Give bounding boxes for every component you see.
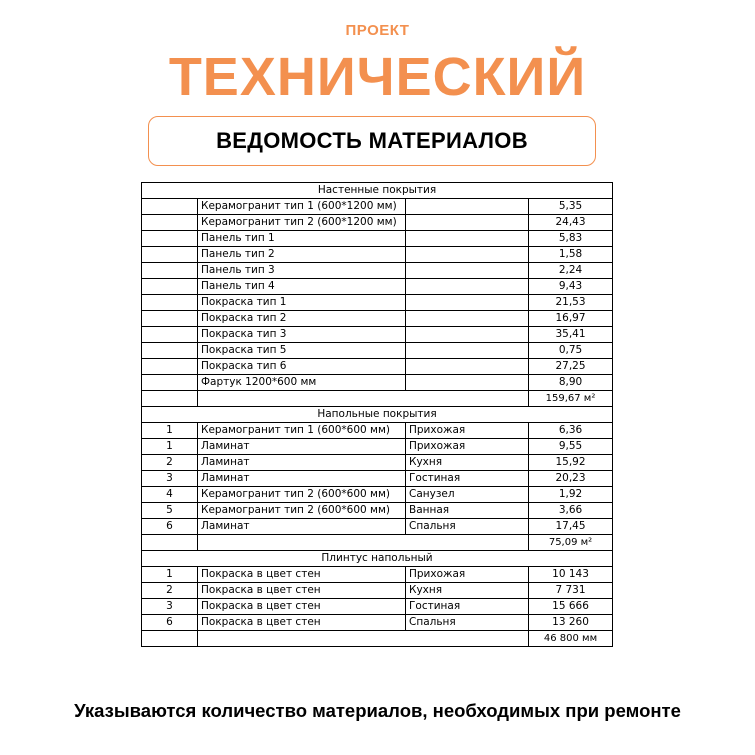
section-total-row xyxy=(142,535,613,551)
row-number: 3 xyxy=(142,471,198,487)
quantity-value: 3,66 xyxy=(529,503,613,519)
material-name: Покраска тип 1 xyxy=(198,295,406,311)
room-name xyxy=(406,327,529,343)
table-row xyxy=(142,503,613,519)
table-row xyxy=(142,583,613,599)
table-row xyxy=(142,295,613,311)
room-name: Спальня xyxy=(406,519,529,535)
room-name xyxy=(406,279,529,295)
section-title: Настенные покрытия xyxy=(142,183,613,199)
room-name: Кухня xyxy=(406,455,529,471)
section-title: Напольные покрытия xyxy=(142,407,613,423)
row-number: 2 xyxy=(142,455,198,471)
row-number xyxy=(142,311,198,327)
project-eyebrow: ПРОЕКТ xyxy=(345,22,410,39)
material-name: Покраска тип 2 xyxy=(198,311,406,327)
table-row xyxy=(142,471,613,487)
table-row xyxy=(142,279,613,295)
total-empty-room xyxy=(406,391,529,407)
table-row xyxy=(142,263,613,279)
row-number xyxy=(142,247,198,263)
subtitle-box xyxy=(148,116,596,166)
total-empty-num xyxy=(142,391,198,407)
quantity-value: 8,90 xyxy=(529,375,613,391)
table-row xyxy=(142,423,613,439)
room-name: Кухня xyxy=(406,583,529,599)
material-name: Панель тип 3 xyxy=(198,263,406,279)
total-empty-num xyxy=(142,535,198,551)
table-row xyxy=(142,439,613,455)
total-empty-num xyxy=(142,631,198,647)
room-name xyxy=(406,343,529,359)
material-name: Фартук 1200*600 мм xyxy=(198,375,406,391)
row-number: 1 xyxy=(142,439,198,455)
quantity-value: 35,41 xyxy=(529,327,613,343)
section-header-row xyxy=(142,407,613,423)
footer-caption: Указываются количество материалов, необходимых при ремонте xyxy=(74,700,681,721)
materials-table xyxy=(141,182,613,647)
table-row xyxy=(142,375,613,391)
room-name: Спальня xyxy=(406,615,529,631)
table-row xyxy=(142,215,613,231)
section-header-row xyxy=(142,183,613,199)
row-number xyxy=(142,359,198,375)
row-number: 1 xyxy=(142,423,198,439)
row-number: 5 xyxy=(142,503,198,519)
row-number: 6 xyxy=(142,519,198,535)
quantity-value: 16,97 xyxy=(529,311,613,327)
material-name: Покраска тип 3 xyxy=(198,327,406,343)
quantity-value: 21,53 xyxy=(529,295,613,311)
row-number: 4 xyxy=(142,487,198,503)
room-name: Санузел xyxy=(406,487,529,503)
total-empty-room xyxy=(406,535,529,551)
material-name: Панель тип 2 xyxy=(198,247,406,263)
material-name: Керамогранит тип 2 (600*600 мм) xyxy=(198,503,406,519)
quantity-value: 17,45 xyxy=(529,519,613,535)
room-name xyxy=(406,247,529,263)
section-total: 46 800 мм xyxy=(529,631,613,647)
material-name: Ламинат xyxy=(198,439,406,455)
row-number xyxy=(142,199,198,215)
row-number xyxy=(142,215,198,231)
table-row xyxy=(142,455,613,471)
table-row xyxy=(142,199,613,215)
quantity-value: 6,36 xyxy=(529,423,613,439)
quantity-value: 0,75 xyxy=(529,343,613,359)
material-name: Ламинат xyxy=(198,455,406,471)
table-row xyxy=(142,247,613,263)
material-name: Керамогранит тип 1 (600*1200 мм) xyxy=(198,199,406,215)
row-number xyxy=(142,375,198,391)
section-total: 75,09 м² xyxy=(529,535,613,551)
material-name: Покраска в цвет стен xyxy=(198,567,406,583)
room-name xyxy=(406,231,529,247)
material-name: Покраска тип 6 xyxy=(198,359,406,375)
quantity-value: 1,58 xyxy=(529,247,613,263)
table-row xyxy=(142,567,613,583)
section-total: 159,67 м² xyxy=(529,391,613,407)
section-title: Плинтус напольный xyxy=(142,551,613,567)
section-total-row xyxy=(142,631,613,647)
table-row xyxy=(142,599,613,615)
quantity-value: 5,83 xyxy=(529,231,613,247)
material-name: Керамогранит тип 2 (600*600 мм) xyxy=(198,487,406,503)
room-name xyxy=(406,263,529,279)
room-name xyxy=(406,295,529,311)
room-name: Ванная xyxy=(406,503,529,519)
room-name xyxy=(406,215,529,231)
page-title: ТЕХНИЧЕСКИЙ xyxy=(168,47,587,107)
material-name: Покраска в цвет стен xyxy=(198,583,406,599)
room-name: Прихожая xyxy=(406,439,529,455)
quantity-value: 7 731 xyxy=(529,583,613,599)
room-name: Прихожая xyxy=(406,567,529,583)
quantity-value: 9,43 xyxy=(529,279,613,295)
row-number: 6 xyxy=(142,615,198,631)
material-name: Керамогранит тип 2 (600*1200 мм) xyxy=(198,215,406,231)
room-name: Гостиная xyxy=(406,471,529,487)
row-number xyxy=(142,231,198,247)
quantity-value: 15 666 xyxy=(529,599,613,615)
row-number: 3 xyxy=(142,599,198,615)
section-total-row xyxy=(142,391,613,407)
total-empty-room xyxy=(406,631,529,647)
room-name xyxy=(406,375,529,391)
table-row xyxy=(142,487,613,503)
material-name: Панель тип 4 xyxy=(198,279,406,295)
quantity-value: 9,55 xyxy=(529,439,613,455)
table-row xyxy=(142,359,613,375)
row-number: 1 xyxy=(142,567,198,583)
quantity-value: 27,25 xyxy=(529,359,613,375)
room-name xyxy=(406,359,529,375)
quantity-value: 5,35 xyxy=(529,199,613,215)
quantity-value: 1,92 xyxy=(529,487,613,503)
quantity-value: 13 260 xyxy=(529,615,613,631)
row-number xyxy=(142,279,198,295)
quantity-value: 20,23 xyxy=(529,471,613,487)
material-name: Покраска в цвет стен xyxy=(198,599,406,615)
room-name xyxy=(406,311,529,327)
total-empty-name xyxy=(198,391,406,407)
row-number xyxy=(142,327,198,343)
quantity-value: 15,92 xyxy=(529,455,613,471)
table-row xyxy=(142,519,613,535)
room-name xyxy=(406,199,529,215)
total-empty-name xyxy=(198,631,406,647)
material-name: Ламинат xyxy=(198,519,406,535)
room-name: Прихожая xyxy=(406,423,529,439)
row-number xyxy=(142,295,198,311)
row-number xyxy=(142,343,198,359)
material-name: Покраска тип 5 xyxy=(198,343,406,359)
material-name: Покраска в цвет стен xyxy=(198,615,406,631)
material-name: Панель тип 1 xyxy=(198,231,406,247)
table-row xyxy=(142,231,613,247)
table-row xyxy=(142,615,613,631)
material-name: Керамогранит тип 1 (600*600 мм) xyxy=(198,423,406,439)
quantity-value: 10 143 xyxy=(529,567,613,583)
table-row xyxy=(142,343,613,359)
quantity-value: 24,43 xyxy=(529,215,613,231)
section-header-row xyxy=(142,551,613,567)
row-number: 2 xyxy=(142,583,198,599)
row-number xyxy=(142,263,198,279)
subtitle-text: ВЕДОМОСТЬ МАТЕРИАЛОВ xyxy=(216,128,528,153)
material-name: Ламинат xyxy=(198,471,406,487)
room-name: Гостиная xyxy=(406,599,529,615)
table-row xyxy=(142,327,613,343)
total-empty-name xyxy=(198,535,406,551)
quantity-value: 2,24 xyxy=(529,263,613,279)
table-row xyxy=(142,311,613,327)
